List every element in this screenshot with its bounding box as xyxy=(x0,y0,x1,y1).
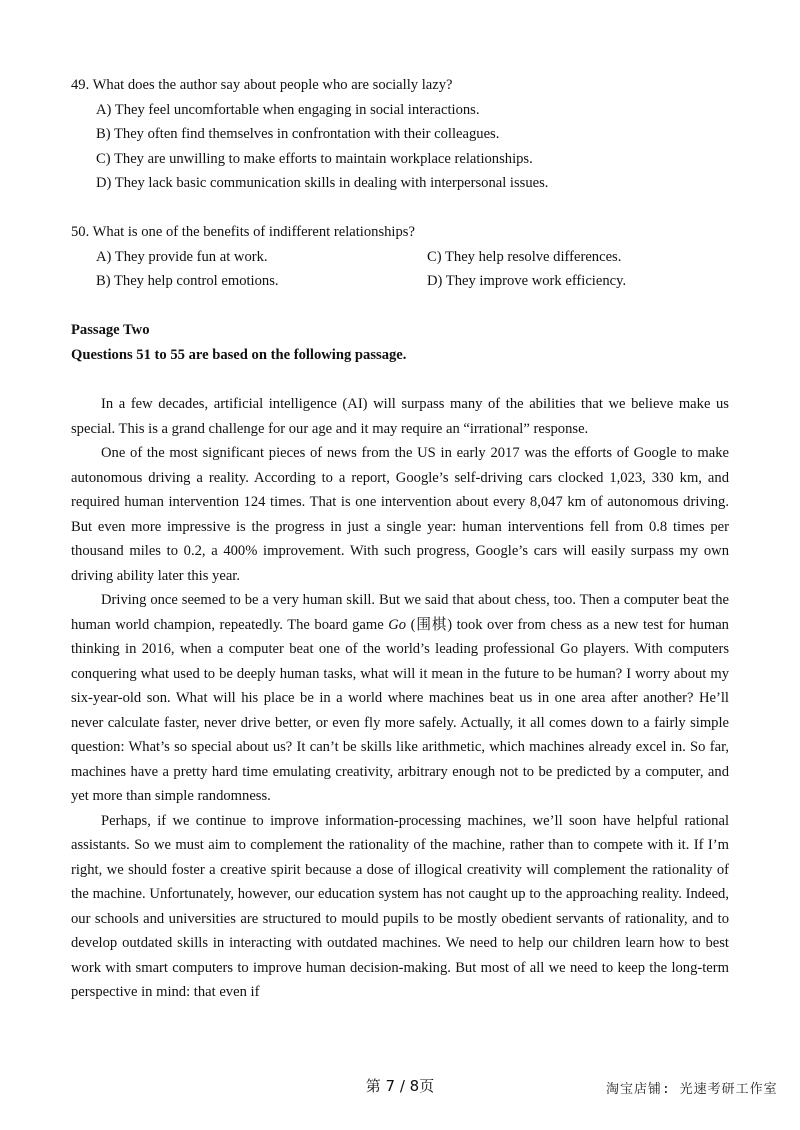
passage-subheading: Questions 51 to 55 are based on the following passage. xyxy=(71,347,407,363)
go-italic: Go xyxy=(388,616,407,633)
question-50-option-a: A) They provide fun at work. xyxy=(96,249,268,265)
passage-paragraph-4: Perhaps, if we continue to improve information-processing machines, we’ll soon have helpful rational assistants. So we must aim to complement the rationality of the machine, rather than to compete with it. If I’m right, we should foster a creative spirit because a dose of illogical creativity will complement the rationality of the machine. Unfortunately, however, our education system has not caught up to the approaching reality. Indeed, our schools and universities are structured to mould pupils to be mostly obedient servants of rationality, and to develop outdated skills in interacting with outdated machines. We need to help our children learn how to best work with smart computers to improve human decision-making. But most of all we need to keep the long-term perspective in mind: that even if xyxy=(71,812,729,1000)
passage-heading: Passage Two xyxy=(71,322,150,338)
question-49-option-c: C) They are unwilling to make efforts to maintain workplace relationships. xyxy=(96,151,533,167)
question-50-option-c: C) They help resolve differences. xyxy=(427,249,622,265)
question-49-option-d: D) They lack basic communication skills in dealing with interpersonal issues. xyxy=(96,175,549,191)
question-50-stem: 50. What is one of the benefits of indifferent relationships? xyxy=(71,224,415,240)
page-number: 第 7 / 8页 xyxy=(365,1077,435,1095)
passage-body xyxy=(71,392,729,1005)
question-49-option-a: A) They feel uncomfortable when engaging in social interactions. xyxy=(96,102,480,118)
question-49-stem: 49. What does the author say about people who are socially lazy? xyxy=(71,77,453,93)
question-50-option-d: D) They improve work efficiency. xyxy=(427,273,627,289)
question-50-option-b: B) They help control emotions. xyxy=(96,273,279,289)
passage-paragraph-3: Driving once seemed to be a very human skill. But we said that about chess, too. Then a computer beat the human world champion, repeatedly. The board game Go (围棋) took over from chess as a new test for human thinking in 2016, when a computer beat one of the world’s leading professional Go players. With computers conquering what used to be deeply human tasks, what will it mean in the future to be human? I worry about my six-year-old son. What will his place be in a world where machines beat us in one area after another? He’ll never calculate faster, never drive better, or even fly more safely. Actually, it all comes down to a fairly simple question: What’s so special about us? It can’t be skills like arithmetic, which machines already excel in. So far, machines have a pretty hard time emulating creativity, arbitrary enough not to be predicted by a computer, and yet more than simple randomness. xyxy=(71,592,729,804)
passage-paragraph-1: In a few decades, artificial intelligence (AI) will surpass many of the abilities that we believe make us special. This is a grand challenge for our age and it may require an “irrational” response. xyxy=(71,396,729,437)
shop-watermark: 淘宝店铺: 光速考研工作室 xyxy=(606,1082,778,1097)
question-49-option-b: B) They often find themselves in confrontation with their colleagues. xyxy=(96,126,500,142)
passage-paragraph-2: One of the most significant pieces of news from the US in early 2017 was the efforts of Google to make autonomous driving a reality. According to a report, Google’s self-driving cars clocked 1,023, 330 km, and required human intervention 124 times. That is one intervention about every 8,047 km of autonomous driving. But even more impressive is the progress in just a single year: human interventions fell from 0.8 times per thousand miles to 0.2, a 400% improvement. With such progress, Google’s cars will easily surpass my own driving ability later this year. xyxy=(71,445,729,584)
